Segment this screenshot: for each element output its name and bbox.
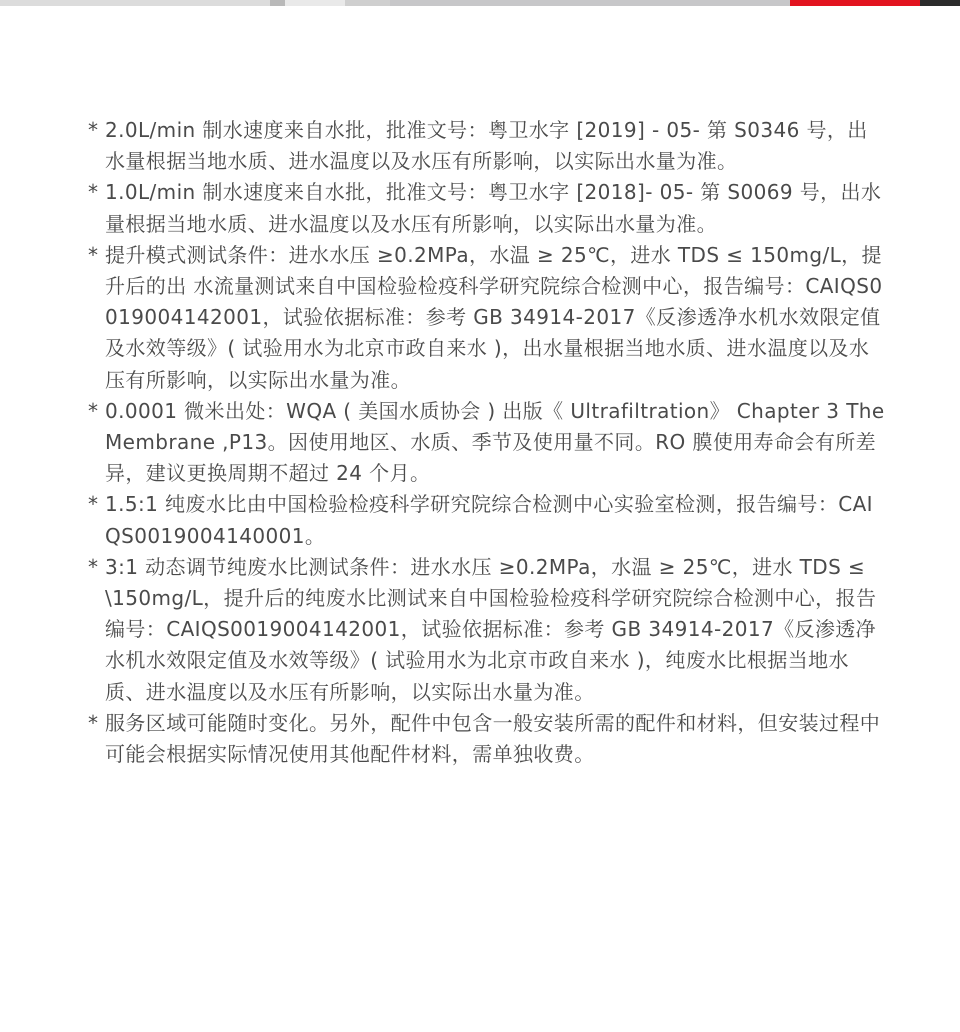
footnote-item — [88, 115, 888, 177]
strip-segment — [0, 0, 270, 6]
strip-segment — [790, 0, 920, 6]
footnote-marker: * — [88, 180, 99, 205]
footnote-item — [88, 708, 888, 770]
strip-segment — [920, 0, 960, 6]
top-image-strip — [0, 0, 960, 6]
strip-segment — [270, 0, 285, 6]
footnote-item — [88, 552, 888, 708]
footnote-text: 提升模式测试条件：进水水压 ≥0.2MPa，水温 ≥ 25℃，进水 TDS ≤ 150mg/L，提升后的出 水流量测试来自中国检验检疫科学研究院综合检测中心，报告编号：CAIQS0019004142001，试验依据标准：参考 GB 34914-2017《反渗透净水机水效限定值及水效等级》( 试验用水为北京市政自来水 )，出水量根据当地水质、进水温度以及水压有所影响，以实际出水量为准。 — [105, 242, 883, 392]
footnote-marker: * — [88, 492, 99, 517]
footnote-marker: * — [88, 710, 99, 735]
footnote-item — [88, 489, 888, 551]
strip-segment — [345, 0, 390, 6]
footnote-item — [88, 396, 888, 490]
footnote-text: 1.5:1 纯废水比由中国检验检疫科学研究院综合检测中心实验室检测，报告编号：CAIQS0019004140001。 — [105, 492, 873, 548]
footnote-text: 0.0001 微米出处：WQA ( 美国水质协会 ) 出版《 Ultrafiltration》 Chapter 3 The Membrane ,P13。因使用地区、水质、季节及使用量不同。RO 膜使用寿命会有所差异，建议更换周期不超过 24 个月。 — [105, 398, 885, 486]
footnote-list — [88, 115, 888, 770]
footnote-marker: * — [88, 118, 99, 142]
footnote-text: 1.0L/min 制水速度来自水批，批准文号：粤卫水字 [2018]- 05- 第 S0069 号，出水量根据当地水质、进水温度以及水压有所影响，以实际出水量为准。 — [105, 180, 882, 236]
footnote-item — [88, 240, 888, 396]
footnote-item — [88, 177, 888, 239]
footnote-text: 3:1 动态调节纯废水比测试条件：进水水压 ≥0.2MPa，水温 ≥ 25℃，进水 TDS ≤ \150mg/L，提升后的纯废水比测试来自中国检验检疫科学研究院综合检测中心，报告编号：CAIQS0019004142001，试验依据标准：参考 GB 34914-2017《反渗透净水机水效限定值及水效等级》( 试验用水为北京市政自来水 )，纯废水比根据当地水质、进水温度以及水压有所影响，以实际出水量为准。 — [105, 554, 877, 704]
footnote-marker: * — [88, 554, 99, 579]
footnote-text: 2.0L/min 制水速度来自水批，批准文号：粤卫水字 [2019] - 05- 第 S0346 号，出水量根据当地水质、进水温度以及水压有所影响，以实际出水量为准。 — [105, 118, 868, 174]
strip-segment — [390, 0, 790, 6]
footnote-marker: * — [88, 398, 99, 423]
footnote-marker: * — [88, 242, 99, 267]
footnote-text: 服务区域可能随时变化。另外，配件中包含一般安装所需的配件和材料，但安装过程中可能会根据实际情况使用其他配件材料，需单独收费。 — [105, 710, 881, 767]
strip-segment — [285, 0, 345, 6]
